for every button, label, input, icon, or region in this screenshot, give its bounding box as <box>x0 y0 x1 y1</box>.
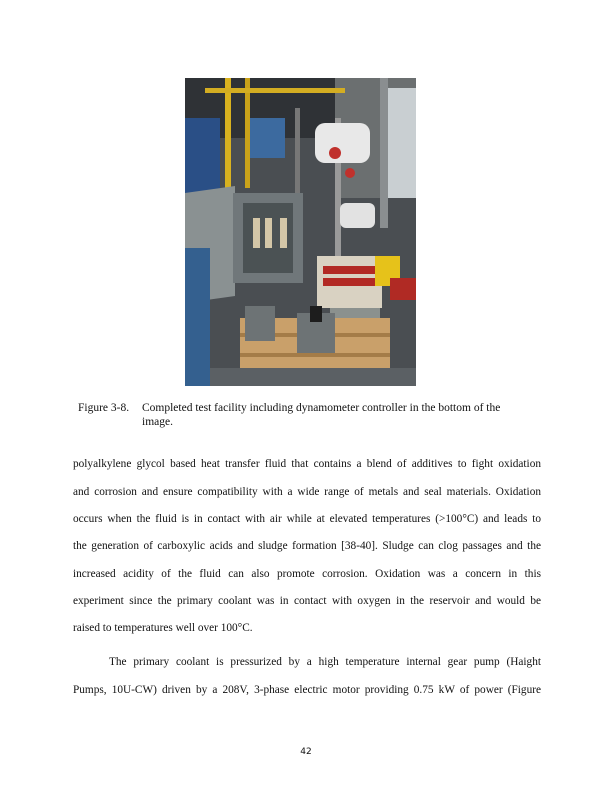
paragraph-1-line-4: the generation of carboxylic acids and sludge formation [38-40]. Sludge can clog passages and the <box>73 540 541 552</box>
page-number: 42 <box>300 747 312 757</box>
paragraph-1-line-3: occurs when the fluid is in contact with air while at elevated temperatures (>100°C) and leads to <box>73 513 541 525</box>
paragraph-1-line-5: increased acidity of the fluid can also promote corrosion. Oxidation was a concern in this <box>73 568 541 580</box>
paragraph-1-line-7: raised to temperatures well over 100°C. <box>73 622 253 634</box>
lab-test-facility-photo-icon <box>185 78 416 386</box>
figure-label: Figure 3-8. <box>78 402 130 414</box>
test-facility-photo <box>185 78 416 386</box>
caption-line-1: Completed test facility including dynamometer controller in the bottom of the <box>142 402 501 414</box>
figure-caption <box>78 401 538 429</box>
paragraph-2-line-1: The primary coolant is pressurized by a high temperature internal gear pump (Haight <box>109 656 541 668</box>
paragraph-1-line-6: experiment since the primary coolant was in contact with oxygen in the reservoir and would be <box>73 595 541 607</box>
caption-line-2: image. <box>142 416 173 428</box>
paragraph-1-line-1: polyalkylene glycol based heat transfer fluid that contains a blend of additives to fight oxidation <box>73 458 541 470</box>
figure-caption-text <box>142 401 538 429</box>
paragraph-1-line-2: and corrosion and ensure compatibility with a wide range of metals and seal materials. Oxidation <box>73 486 541 498</box>
paragraph-2-line-2: Pumps, 10U-CW) driven by a 208V, 3-phase electric motor providing 0.75 kW of power (Figure <box>73 684 541 696</box>
